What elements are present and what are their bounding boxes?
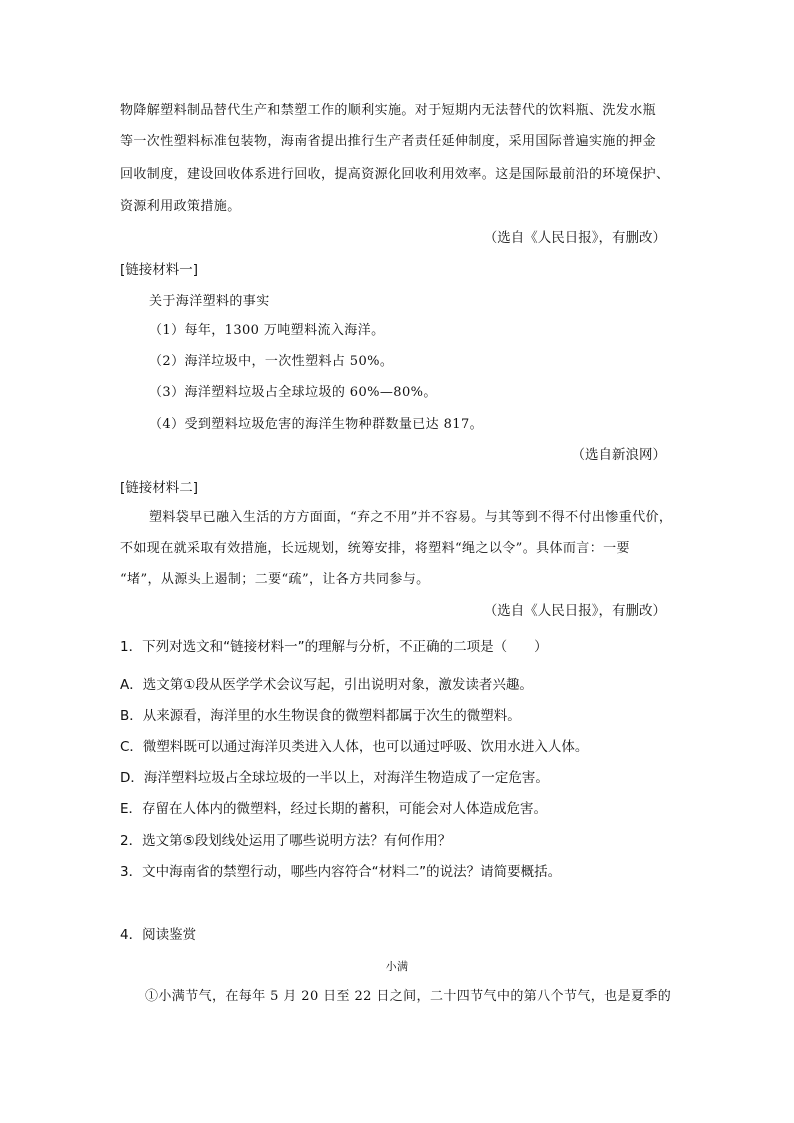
option-d: D．海洋塑料垃圾占全球垃圾的一半以上，对海洋生物造成了一定危害。 bbox=[120, 770, 549, 786]
paragraph-line: 等一次性塑料标准包装物，海南省提出推行生产者责任延伸制度，采用国际普遍实施的押金 bbox=[120, 134, 657, 149]
passage-first-line: ①小满节气，在每年 5 月 20 日至 22 日之间，二十四节气中的第八个节气，也是夏季的 bbox=[145, 989, 672, 1004]
fact-item: （4）受到塑料垃圾危害的海洋生物种群数量已达 817。 bbox=[149, 417, 484, 432]
source-citation: （选自《人民日报》，有删改） bbox=[483, 230, 666, 246]
option-b: B．从来源看，海洋里的水生物误食的微塑料都属于次生的微塑料。 bbox=[120, 708, 521, 724]
option-c: C．微塑料既可以通过海洋贝类进入人体，也可以通过呼吸、饮用水进入人体。 bbox=[120, 739, 589, 755]
option-a: A．选文第①段从医学学术会议写起，引出说明对象，激发读者兴趣。 bbox=[120, 677, 533, 693]
question-3: 3．文中海南省的禁塑行动，哪些内容符合“材料二”的说法？请简要概括。 bbox=[120, 864, 562, 880]
paragraph-line: “堵”，从源头上遏制；二要“疏”，让各方共同参与。 bbox=[120, 572, 430, 587]
section-heading-link1: [链接材料一] bbox=[120, 262, 199, 278]
question-4: 4．阅读鉴赏 bbox=[120, 927, 197, 943]
paragraph-line: 塑料袋早已融入生活的方方面面，“弃之不用”并不容易。与其等到不得不付出惨重代价， bbox=[149, 510, 673, 525]
option-e: E．存留在人体内的微塑料，经过长期的蓄积，可能会对人体造成危害。 bbox=[120, 801, 548, 817]
question-2: 2．选文第⑤段划线处运用了哪些说明方法？有何作用？ bbox=[120, 833, 452, 849]
paragraph-line: 不如现在就采取有效措施，长远规划，统筹安排，将塑料“绳之以令”。具体而言：一要 bbox=[120, 541, 630, 556]
fact-item: （1）每年，1300 万吨塑料流入海洋。 bbox=[149, 323, 385, 338]
facts-title: 关于海洋塑料的事实 bbox=[149, 294, 270, 309]
question-1: 1．下列对选文和“链接材料一”的理解与分析，不正确的二项是（ ） bbox=[120, 639, 548, 655]
paragraph-line: 资源利用政策措施。 bbox=[120, 199, 241, 214]
passage-title: 小满 bbox=[385, 960, 409, 973]
fact-item: （2）海洋垃圾中，一次性塑料占 50%。 bbox=[149, 354, 394, 369]
paragraph-line: 物降解塑料制品替代生产和禁塑工作的顺利实施。对于短期内无法替代的饮料瓶、洗发水瓶 bbox=[120, 103, 657, 118]
source-citation: （选自新浪网） bbox=[571, 447, 666, 463]
paragraph-line: 回收制度，建设回收体系进行回收，提高资源化回收利用效率。这是国际最前沿的环境保护、 bbox=[120, 167, 670, 182]
source-citation: （选自《人民日报》，有删改） bbox=[483, 603, 666, 619]
section-heading-link2: [链接材料二] bbox=[120, 480, 199, 496]
fact-item: （3）海洋塑料垃圾占全球垃圾的 60%—80%。 bbox=[149, 385, 437, 400]
